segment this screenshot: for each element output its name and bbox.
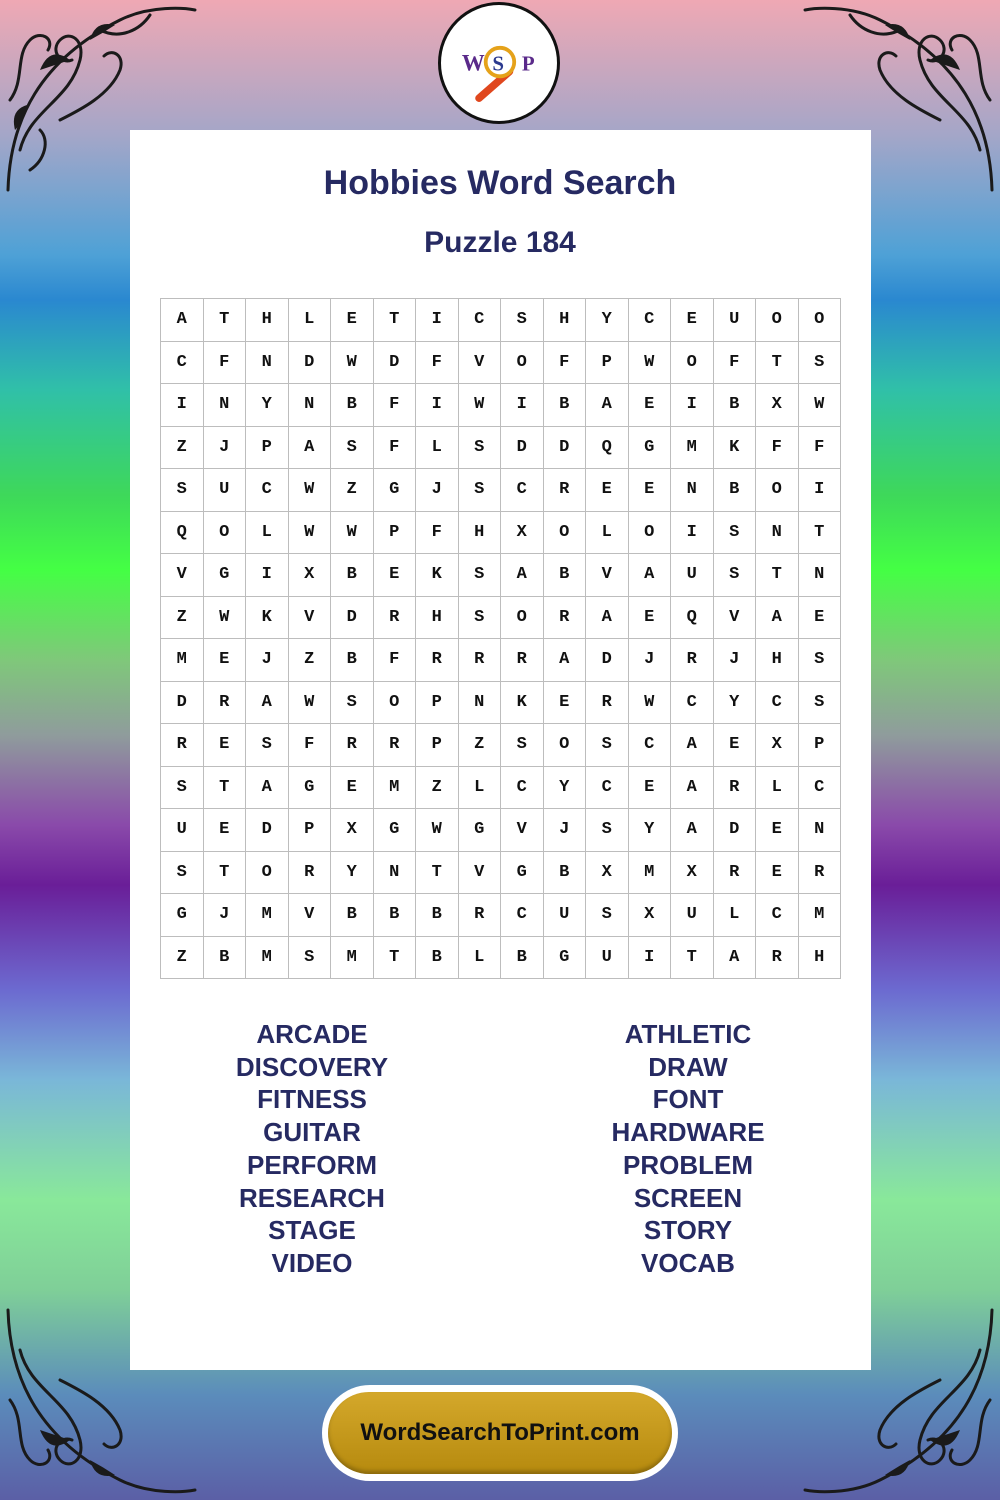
grid-cell[interactable]: R (756, 937, 799, 980)
grid-cell[interactable]: O (756, 469, 799, 512)
grid-cell[interactable]: M (629, 852, 672, 895)
grid-cell[interactable]: B (544, 384, 587, 427)
grid-cell[interactable]: U (714, 299, 757, 342)
grid-cell[interactable]: F (374, 427, 417, 470)
grid-cell[interactable]: V (289, 597, 332, 640)
grid-cell[interactable]: P (374, 512, 417, 555)
grid-cell[interactable]: T (799, 512, 842, 555)
grid-cell[interactable]: R (586, 682, 629, 725)
grid-cell[interactable]: E (629, 767, 672, 810)
grid-cell[interactable]: S (289, 937, 332, 980)
grid-cell[interactable]: O (756, 299, 799, 342)
grid-cell[interactable]: B (374, 894, 417, 937)
grid-cell[interactable]: V (459, 342, 502, 385)
grid-cell[interactable]: N (374, 852, 417, 895)
grid-cell[interactable]: I (416, 384, 459, 427)
grid-cell[interactable]: A (501, 554, 544, 597)
grid-cell[interactable]: M (246, 894, 289, 937)
grid-cell[interactable]: C (501, 469, 544, 512)
grid-cell[interactable]: P (416, 682, 459, 725)
grid-cell[interactable]: T (204, 299, 247, 342)
grid-cell[interactable]: F (416, 342, 459, 385)
grid-cell[interactable]: I (799, 469, 842, 512)
grid-cell[interactable]: T (374, 937, 417, 980)
grid-cell[interactable]: H (544, 299, 587, 342)
grid-cell[interactable]: R (459, 894, 502, 937)
grid-cell[interactable]: X (501, 512, 544, 555)
grid-cell[interactable]: R (799, 852, 842, 895)
grid-cell[interactable]: O (501, 597, 544, 640)
grid-cell[interactable]: K (246, 597, 289, 640)
word-item: STORY (643, 1215, 733, 1246)
grid-cell[interactable]: N (289, 384, 332, 427)
grid-cell[interactable]: E (714, 724, 757, 767)
word-item: STAGE (268, 1215, 356, 1246)
word-item: RESEARCH (239, 1182, 385, 1213)
grid-cell[interactable]: F (416, 512, 459, 555)
grid-cell[interactable]: V (714, 597, 757, 640)
website-button-frame (322, 1385, 678, 1481)
grid-cell[interactable]: S (161, 767, 204, 810)
word-item: FITNESS (257, 1084, 367, 1115)
word-item: ARCADE (256, 1019, 368, 1049)
grid-cell[interactable]: E (671, 299, 714, 342)
grid-cell[interactable]: S (714, 512, 757, 555)
grid-cell[interactable]: A (161, 299, 204, 342)
grid-cell[interactable]: O (501, 342, 544, 385)
grid-cell[interactable]: R (331, 724, 374, 767)
grid-cell[interactable]: G (374, 809, 417, 852)
word-item: DRAW (648, 1051, 728, 1082)
grid-cell[interactable]: T (416, 852, 459, 895)
grid-cell[interactable]: X (756, 384, 799, 427)
grid-cell[interactable]: E (544, 682, 587, 725)
grid-cell[interactable]: W (331, 342, 374, 385)
grid-cell[interactable]: I (671, 512, 714, 555)
grid-cell[interactable]: Y (331, 852, 374, 895)
grid-cell[interactable]: O (246, 852, 289, 895)
grid-cell[interactable]: B (416, 894, 459, 937)
grid-cell[interactable]: U (544, 894, 587, 937)
grid-cell[interactable]: S (714, 554, 757, 597)
grid-cell[interactable]: N (799, 809, 842, 852)
grid-cell[interactable]: H (756, 639, 799, 682)
grid-cell[interactable]: E (331, 299, 374, 342)
grid-cell[interactable]: W (289, 512, 332, 555)
grid-cell[interactable]: Z (331, 469, 374, 512)
grid-cell[interactable]: S (501, 724, 544, 767)
grid-cell[interactable]: G (374, 469, 417, 512)
grid-cell[interactable]: R (714, 852, 757, 895)
grid-cell[interactable]: R (416, 639, 459, 682)
grid-cell[interactable]: A (671, 724, 714, 767)
grid-cell[interactable]: V (161, 554, 204, 597)
grid-cell[interactable]: P (416, 724, 459, 767)
grid-cell[interactable]: W (459, 384, 502, 427)
grid-cell[interactable]: J (246, 639, 289, 682)
grid-cell[interactable]: Z (161, 937, 204, 980)
grid-cell[interactable]: Z (459, 724, 502, 767)
grid-cell[interactable]: W (289, 469, 332, 512)
grid-cell[interactable]: J (204, 427, 247, 470)
grid-cell[interactable]: H (459, 512, 502, 555)
grid-cell[interactable]: D (501, 427, 544, 470)
grid-cell[interactable]: W (629, 342, 672, 385)
grid-cell[interactable]: B (204, 937, 247, 980)
grid-cell[interactable]: D (331, 597, 374, 640)
grid-cell[interactable]: G (629, 427, 672, 470)
grid-cell[interactable]: M (374, 767, 417, 810)
grid-cell[interactable]: P (586, 342, 629, 385)
grid-cell[interactable]: C (246, 469, 289, 512)
wsp-logo[interactable] (438, 2, 560, 124)
logo-letter-p: P (521, 51, 535, 76)
grid-cell[interactable]: G (544, 937, 587, 980)
logo-letter-w: W (461, 50, 485, 76)
grid-cell[interactable]: N (756, 512, 799, 555)
grid-cell[interactable]: C (459, 299, 502, 342)
grid-cell[interactable]: U (204, 469, 247, 512)
grid-cell[interactable]: O (671, 342, 714, 385)
grid-cell[interactable]: S (501, 299, 544, 342)
grid-cell[interactable]: K (501, 682, 544, 725)
grid-cell[interactable]: N (799, 554, 842, 597)
word-item: VOCAB (641, 1247, 735, 1278)
grid-cell[interactable]: R (204, 682, 247, 725)
grid-cell[interactable]: Y (714, 682, 757, 725)
grid-cell[interactable]: C (671, 682, 714, 725)
grid-cell[interactable]: B (544, 554, 587, 597)
grid-cell[interactable]: E (204, 809, 247, 852)
grid-cell[interactable]: E (586, 469, 629, 512)
word-list-left (152, 1018, 472, 1280)
grid-cell[interactable]: S (331, 427, 374, 470)
grid-cell[interactable]: C (799, 767, 842, 810)
grid-cell[interactable]: U (586, 937, 629, 980)
grid-cell[interactable]: Q (586, 427, 629, 470)
grid-cell[interactable]: A (246, 682, 289, 725)
grid-cell[interactable]: F (289, 724, 332, 767)
grid-cell[interactable]: T (204, 767, 247, 810)
grid-cell[interactable]: C (161, 342, 204, 385)
grid-cell[interactable]: F (714, 342, 757, 385)
grid-cell[interactable]: H (416, 597, 459, 640)
grid-cell[interactable]: X (671, 852, 714, 895)
grid-cell[interactable]: N (671, 469, 714, 512)
grid-cell[interactable]: B (416, 937, 459, 980)
grid-cell[interactable]: G (501, 852, 544, 895)
grid-cell[interactable]: F (374, 384, 417, 427)
grid-cell[interactable]: X (289, 554, 332, 597)
grid-cell[interactable]: I (416, 299, 459, 342)
grid-cell[interactable]: W (289, 682, 332, 725)
word-item: PERFORM (247, 1149, 377, 1180)
grid-cell[interactable]: Y (629, 809, 672, 852)
grid-cell[interactable]: E (374, 554, 417, 597)
grid-cell[interactable]: O (544, 724, 587, 767)
word-item: DISCOVERY (235, 1051, 389, 1082)
grid-cell[interactable]: R (501, 639, 544, 682)
word-list-right (528, 1018, 848, 1280)
grid-cell[interactable]: S (799, 639, 842, 682)
grid-cell[interactable]: U (671, 894, 714, 937)
grid-cell[interactable]: A (671, 809, 714, 852)
grid-cell[interactable]: C (629, 724, 672, 767)
grid-cell[interactable]: A (586, 597, 629, 640)
grid-cell[interactable]: C (756, 682, 799, 725)
grid-cell[interactable]: I (501, 384, 544, 427)
grid-cell[interactable]: Z (161, 427, 204, 470)
grid-cell[interactable]: V (459, 852, 502, 895)
grid-cell[interactable]: G (289, 767, 332, 810)
grid-cell[interactable]: D (586, 639, 629, 682)
grid-cell[interactable]: Z (416, 767, 459, 810)
grid-cell[interactable]: W (204, 597, 247, 640)
website-button[interactable]: WordSearchToPrint.com (328, 1392, 672, 1474)
grid-cell[interactable]: X (629, 894, 672, 937)
grid-cell[interactable]: O (799, 299, 842, 342)
grid-cell[interactable]: E (799, 597, 842, 640)
grid-cell[interactable]: S (459, 554, 502, 597)
grid-cell[interactable]: L (586, 512, 629, 555)
grid-cell[interactable]: S (161, 469, 204, 512)
grid-cell[interactable]: O (374, 682, 417, 725)
grid-cell[interactable]: A (544, 639, 587, 682)
grid-cell[interactable]: M (331, 937, 374, 980)
grid-cell[interactable]: M (671, 427, 714, 470)
word-item: HARDWARE (611, 1117, 765, 1148)
grid-cell[interactable]: B (331, 639, 374, 682)
grid-cell[interactable]: Z (289, 639, 332, 682)
grid-cell[interactable]: I (161, 384, 204, 427)
grid-cell[interactable]: L (459, 767, 502, 810)
grid-cell[interactable]: Y (544, 767, 587, 810)
grid-cell[interactable]: R (544, 469, 587, 512)
grid-cell[interactable]: D (289, 342, 332, 385)
grid-cell[interactable]: P (799, 724, 842, 767)
grid-cell[interactable]: B (714, 384, 757, 427)
grid-cell[interactable]: B (331, 384, 374, 427)
grid-cell[interactable]: A (246, 767, 289, 810)
grid-cell[interactable]: B (501, 937, 544, 980)
grid-cell[interactable]: M (246, 937, 289, 980)
grid-cell[interactable]: S (799, 342, 842, 385)
grid-cell[interactable]: Z (161, 597, 204, 640)
grid-cell[interactable]: V (501, 809, 544, 852)
grid-cell[interactable]: I (671, 384, 714, 427)
grid-cell[interactable]: S (586, 894, 629, 937)
grid-cell[interactable]: D (161, 682, 204, 725)
grid-cell[interactable]: T (756, 554, 799, 597)
grid-cell[interactable]: G (161, 894, 204, 937)
word-item: GUITAR (263, 1117, 361, 1148)
word-item: PROBLEM (623, 1149, 753, 1180)
grid-cell[interactable]: J (204, 894, 247, 937)
grid-cell[interactable]: N (204, 384, 247, 427)
grid-cell[interactable]: S (459, 427, 502, 470)
grid-cell[interactable]: S (586, 809, 629, 852)
puzzle-number: Puzzle 184 (424, 226, 576, 259)
grid-cell[interactable]: S (459, 597, 502, 640)
grid-cell[interactable]: E (756, 809, 799, 852)
grid-cell[interactable]: K (714, 427, 757, 470)
grid-cell[interactable]: P (246, 427, 289, 470)
grid-cell[interactable]: F (544, 342, 587, 385)
grid-cell[interactable]: A (629, 554, 672, 597)
grid-cell[interactable]: A (714, 937, 757, 980)
grid-cell[interactable]: S (459, 469, 502, 512)
grid-cell[interactable]: Q (161, 512, 204, 555)
grid-cell[interactable]: D (714, 809, 757, 852)
grid-cell[interactable]: L (416, 427, 459, 470)
grid-cell[interactable]: U (161, 809, 204, 852)
grid-cell[interactable]: C (501, 894, 544, 937)
grid-cell[interactable]: R (714, 767, 757, 810)
grid-cell[interactable]: E (629, 597, 672, 640)
logo-letter-s: S (492, 51, 504, 76)
word-item: FONT (652, 1084, 724, 1115)
word-item: VIDEO (271, 1247, 353, 1278)
grid-cell[interactable]: T (374, 299, 417, 342)
grid-cell[interactable]: E (204, 724, 247, 767)
grid-cell[interactable]: L (459, 937, 502, 980)
grid-cell[interactable]: J (629, 639, 672, 682)
page-title: Hobbies Word Search (323, 164, 677, 202)
grid-cell[interactable]: C (586, 767, 629, 810)
grid-cell[interactable]: R (374, 724, 417, 767)
grid-cell[interactable]: C (501, 767, 544, 810)
grid-cell[interactable]: P (289, 809, 332, 852)
grid-cell[interactable]: H (799, 937, 842, 980)
grid-cell[interactable]: W (331, 512, 374, 555)
grid-cell[interactable]: J (544, 809, 587, 852)
grid-cell[interactable]: C (756, 894, 799, 937)
grid-cell[interactable]: R (544, 597, 587, 640)
grid-cell[interactable]: O (629, 512, 672, 555)
grid-cell[interactable]: X (331, 809, 374, 852)
grid-cell[interactable]: L (246, 512, 289, 555)
grid-cell[interactable]: F (204, 342, 247, 385)
grid-cell[interactable]: V (289, 894, 332, 937)
grid-cell[interactable]: S (331, 682, 374, 725)
grid-cell[interactable]: J (714, 639, 757, 682)
grid-cell[interactable]: T (756, 342, 799, 385)
grid-cell[interactable]: R (289, 852, 332, 895)
grid-cell[interactable]: W (799, 384, 842, 427)
grid-cell[interactable]: M (799, 894, 842, 937)
grid-cell[interactable]: X (756, 724, 799, 767)
grid-cell[interactable]: F (799, 427, 842, 470)
grid-cell[interactable]: S (799, 682, 842, 725)
grid-cell[interactable]: T (204, 852, 247, 895)
grid-cell[interactable]: L (289, 299, 332, 342)
grid-cell[interactable]: G (459, 809, 502, 852)
grid-cell[interactable]: R (671, 639, 714, 682)
grid-cell[interactable]: F (756, 427, 799, 470)
grid-cell[interactable]: S (586, 724, 629, 767)
grid-cell[interactable]: B (331, 554, 374, 597)
grid-cell[interactable]: G (204, 554, 247, 597)
grid-cell[interactable]: W (416, 809, 459, 852)
word-item: SCREEN (633, 1182, 743, 1213)
grid-cell[interactable]: E (331, 767, 374, 810)
grid-cell[interactable]: Y (586, 299, 629, 342)
grid-cell[interactable]: R (161, 724, 204, 767)
grid-cell[interactable]: K (416, 554, 459, 597)
grid-cell[interactable]: S (161, 852, 204, 895)
word-item: ATHLETIC (624, 1019, 752, 1049)
grid-cell[interactable]: V (586, 554, 629, 597)
grid-cell[interactable]: N (246, 342, 289, 385)
grid-cell[interactable]: W (629, 682, 672, 725)
grid-cell[interactable]: J (416, 469, 459, 512)
grid-cell[interactable]: O (544, 512, 587, 555)
grid-cell[interactable]: E (629, 384, 672, 427)
grid-cell[interactable]: F (374, 639, 417, 682)
grid-cell[interactable]: C (629, 299, 672, 342)
grid-cell[interactable]: A (671, 767, 714, 810)
grid-cell[interactable]: L (714, 894, 757, 937)
grid-cell[interactable]: M (161, 639, 204, 682)
grid-cell[interactable]: E (204, 639, 247, 682)
grid-cell[interactable]: T (671, 937, 714, 980)
letter-grid (160, 298, 841, 979)
grid-cell[interactable]: A (756, 597, 799, 640)
grid-cell[interactable]: A (289, 427, 332, 470)
grid-cell[interactable]: H (246, 299, 289, 342)
grid-cell[interactable]: D (374, 342, 417, 385)
grid-cell[interactable]: U (671, 554, 714, 597)
grid-cell[interactable]: B (544, 852, 587, 895)
grid-cell[interactable]: S (246, 724, 289, 767)
grid-cell[interactable]: D (246, 809, 289, 852)
grid-cell[interactable]: O (204, 512, 247, 555)
grid-cell[interactable]: R (459, 639, 502, 682)
grid-cell[interactable]: A (586, 384, 629, 427)
grid-cell[interactable]: E (756, 852, 799, 895)
grid-cell[interactable]: I (629, 937, 672, 980)
grid-cell[interactable]: L (756, 767, 799, 810)
grid-cell[interactable]: X (586, 852, 629, 895)
grid-cell[interactable]: B (714, 469, 757, 512)
grid-cell[interactable]: E (629, 469, 672, 512)
grid-cell[interactable]: I (246, 554, 289, 597)
grid-cell[interactable]: D (544, 427, 587, 470)
grid-cell[interactable]: Y (246, 384, 289, 427)
grid-cell[interactable]: Q (671, 597, 714, 640)
grid-cell[interactable]: R (374, 597, 417, 640)
grid-cell[interactable]: B (331, 894, 374, 937)
grid-cell[interactable]: N (459, 682, 502, 725)
